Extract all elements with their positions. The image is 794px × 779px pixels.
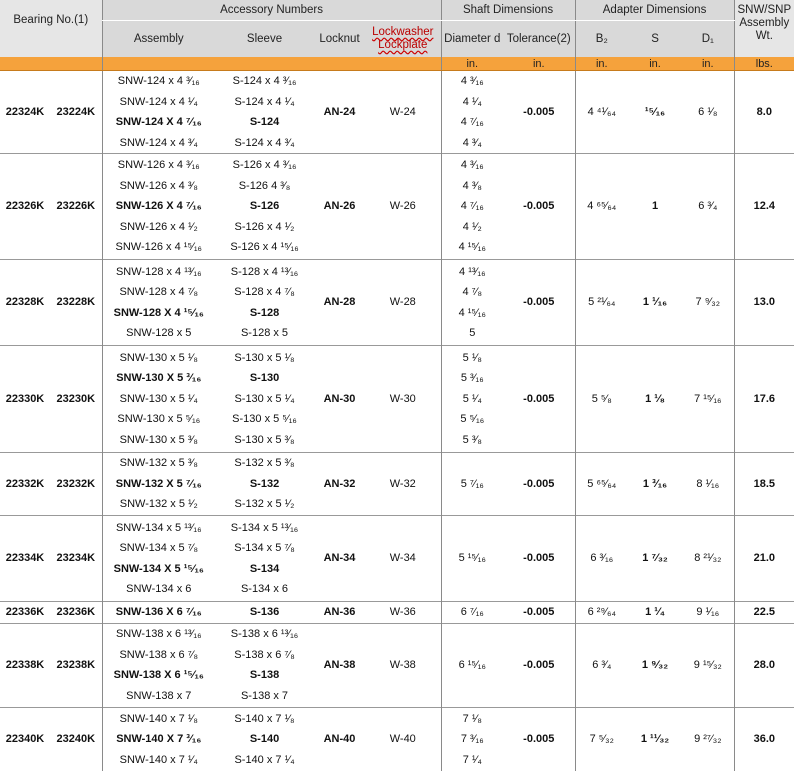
shaft-diameter: 4 ¹⁵⁄₁₆	[458, 306, 486, 319]
tolerance-cell: -0.005	[503, 260, 575, 346]
shaft-diameter: 7 ¹⁄₄	[462, 753, 482, 766]
assembly-number: SNW-130 x 5 ¹⁄₄	[119, 392, 198, 405]
assembly-number: SNW-140 x 7 ¹⁄₈	[119, 712, 198, 725]
shaft-diameter: 6 ⁷⁄₁₆	[460, 606, 484, 618]
s-cell: 1 ¹⁄₁₆	[628, 260, 682, 346]
lockwasher-cell: W-26	[365, 154, 441, 260]
diameter-cell	[441, 260, 503, 346]
locknut-cell: AN-26	[314, 154, 365, 260]
weight-cell: 28.0	[734, 623, 794, 707]
sleeve-number: S-138	[249, 669, 280, 681]
sleeve-number: S-132 x 5 ¹⁄₂	[234, 498, 295, 511]
assembly-number: SNW-130 x 5 ¹⁄₈	[119, 351, 198, 364]
sleeve-number: S-128	[249, 306, 280, 319]
sleeve-number: S-128 x 4 ⁷⁄₈	[234, 286, 295, 298]
sleeve-cell	[215, 707, 314, 771]
assembly-number: SNW-126 x 4 ³⁄₈	[119, 179, 198, 192]
locknut-cell: AN-30	[314, 346, 365, 453]
assembly-number: SNW-126 x 4 ³⁄₁₆	[117, 159, 200, 172]
lockwasher-cell: W-34	[365, 516, 441, 602]
unit-wt: lbs.	[734, 57, 794, 71]
sleeve-number: S-124 x 4 ³⁄₁₆	[232, 75, 297, 87]
s-cell: 1 ¹¹⁄₃₂	[628, 707, 682, 771]
locknut-cell: AN-38	[314, 623, 365, 707]
sleeve-number: S-140 x 7 ¹⁄₈	[234, 712, 295, 725]
bearing-no-22: 22330K	[0, 346, 50, 453]
locknut-cell: AN-24	[323, 105, 356, 118]
table-header	[0, 0, 794, 71]
assembly-cell	[102, 602, 215, 624]
bearing-no-22: 22338K	[0, 623, 50, 707]
units-row	[0, 57, 794, 71]
shaft-diameter: 7 ³⁄₁₆	[460, 733, 484, 745]
weight-cell: 21.0	[734, 516, 794, 602]
lockwasher-cell: W-38	[365, 623, 441, 707]
sleeve-number: S-128 x 5	[240, 327, 289, 339]
tolerance-cell: -0.005	[503, 154, 575, 260]
assembly-wt-label: SNW/SNP Assembly Wt.	[737, 4, 792, 42]
diameter-cell	[441, 453, 503, 516]
d1-cell: 9 ¹⁄₁₆	[682, 602, 734, 624]
sleeve-number: S-126 x 4 ³⁄₁₆	[232, 159, 297, 172]
assembly-number: SNW-130 x 5 ⁵⁄₁₆	[117, 413, 201, 426]
assembly-number: SNW-124 x 4 ³⁄₁₆	[117, 75, 200, 87]
b2-cell: 6 ²⁹⁄₆₄	[575, 602, 628, 624]
col-s: S	[628, 21, 682, 58]
table-row	[0, 346, 794, 453]
locknut-cell: AN-28	[314, 260, 365, 346]
table-row	[0, 260, 794, 346]
bearing-no-22: 22324K	[5, 105, 45, 118]
bearing-no-header	[0, 0, 102, 57]
assembly-number: SNW-132 X 5 ⁷⁄₁₆	[115, 477, 202, 490]
col-d1: D₁	[682, 21, 734, 58]
weight-cell: 36.0	[734, 707, 794, 771]
shaft-dimensions-header: Shaft Dimensions	[441, 0, 575, 21]
shaft-diameter: 4 ⁷⁄₈	[462, 286, 483, 298]
bearing-no-22: 22334K	[0, 516, 50, 602]
assembly-number: SNW-128 x 4 ¹³⁄₁₆	[115, 265, 202, 278]
sleeve-number: S-124 x 4 ¹⁄₄	[234, 95, 295, 108]
weight-cell: 12.4	[734, 154, 794, 260]
assembly-number: SNW-138 X 6 ¹⁵⁄₁₆	[113, 669, 204, 681]
d1-cell: 6 ¹⁄₈	[698, 105, 718, 118]
sleeve-number: S-126 x 4 ¹⁵⁄₁₆	[230, 241, 299, 254]
lockwasher-cell: W-36	[365, 602, 441, 624]
assembly-number: SNW-138 x 6 ¹³⁄₁₆	[115, 628, 202, 640]
sleeve-number: S-124 x 4 ³⁄₄	[234, 136, 295, 149]
sleeve-cell	[215, 260, 314, 346]
lockwasher-cell: W-40	[365, 707, 441, 771]
assembly-cell	[102, 623, 215, 707]
assembly-number: SNW-126 x 4 ¹⁄₂	[119, 220, 198, 233]
sleeve-cell	[215, 71, 314, 154]
sleeve-number: S-134	[249, 562, 280, 575]
assembly-number: SNW-132 x 5 ¹⁄₂	[119, 498, 198, 511]
lockwasher-cell: W-28	[365, 260, 441, 346]
assembly-number: SNW-124 x 4 ³⁄₄	[119, 136, 198, 149]
sleeve-number: S-130 x 5 ¹⁄₈	[234, 351, 295, 364]
assembly-cell	[102, 260, 215, 346]
bearing-no-23: 23228K	[50, 260, 102, 346]
assembly-cell	[102, 71, 215, 154]
bearing-no-23: 23234K	[50, 516, 102, 602]
weight-cell: 8.0	[734, 71, 794, 154]
shaft-diameter: 5	[469, 327, 476, 339]
tolerance-cell: -0.005	[523, 105, 555, 118]
table-row	[0, 453, 794, 516]
assembly-number: SNW-140 x 7 ¹⁄₄	[119, 753, 198, 766]
col-assembly: Assembly	[102, 21, 215, 58]
sleeve-cell	[215, 602, 314, 624]
lockwasher-cell: W-32	[365, 453, 441, 516]
sleeve-number: S-138 x 7	[240, 689, 289, 702]
shaft-diameter: 4 ³⁄₄	[462, 136, 482, 149]
shaft-diameter: 5 ⁵⁄₁₆	[460, 413, 485, 426]
table-body	[0, 71, 794, 772]
sleeve-cell	[215, 623, 314, 707]
sleeve-number: S-138 x 6 ¹³⁄₁₆	[230, 628, 299, 640]
diameter-cell	[441, 623, 503, 707]
bearing-no-22: 22326K	[0, 154, 50, 260]
assembly-number: SNW-128 x 5	[126, 327, 192, 339]
shaft-diameter: 4 ⁷⁄₁₆	[460, 200, 484, 213]
assembly-number: SNW-132 x 5 ³⁄₈	[119, 457, 198, 470]
tolerance-cell: -0.005	[503, 346, 575, 453]
d1-cell: 7 ⁹⁄₃₂	[682, 260, 734, 346]
col-tolerance: Tolerance(2)	[503, 21, 575, 58]
table-row	[0, 602, 794, 624]
sleeve-number: S-130 x 5 ⁵⁄₁₆	[232, 413, 297, 426]
unit-d1: in.	[682, 57, 734, 71]
sleeve-number: S-140	[249, 733, 280, 745]
diameter-cell	[441, 346, 503, 453]
assembly-wt-header	[734, 0, 794, 57]
b2-cell: 5 ⁶⁵⁄₆₄	[575, 453, 628, 516]
assembly-cell	[102, 516, 215, 602]
sleeve-cell	[215, 154, 314, 260]
diameter-cell	[441, 71, 503, 154]
col-lockwasher	[365, 21, 441, 58]
sleeve-number: S-128 x 4 ¹³⁄₁₆	[230, 265, 299, 278]
bearing-no-label: Bearing No.(1)	[13, 14, 89, 26]
sleeve-number: S-130	[249, 372, 280, 385]
weight-cell: 18.5	[734, 453, 794, 516]
accessory-numbers-header: Accessory Numbers	[102, 0, 441, 21]
s-cell: 1 ¹⁄₈	[628, 346, 682, 453]
shaft-diameter: 7 ¹⁄₈	[462, 712, 482, 725]
bearing-no-22: 22332K	[0, 453, 50, 516]
b2-cell: 6 ³⁄₄	[575, 623, 628, 707]
assembly-number: SNW-134 x 5 ¹³⁄₁₆	[115, 521, 202, 534]
shaft-diameter: 5 ³⁄₈	[462, 433, 482, 446]
sleeve-number: S-126 4 ³⁄₈	[238, 179, 291, 192]
bearing-no-23: 23240K	[50, 707, 102, 771]
tolerance-cell: -0.005	[503, 516, 575, 602]
weight-cell: 22.5	[734, 602, 794, 624]
shaft-diameter: 4 ¹³⁄₁₆	[459, 265, 486, 278]
shaft-diameter: 4 ¹⁄₂	[462, 220, 482, 233]
bearing-no-22: 22340K	[0, 707, 50, 771]
unit-tolerance: in.	[503, 57, 575, 71]
diameter-cell	[441, 516, 503, 602]
s-cell: 1 ⁷⁄₃₂	[628, 516, 682, 602]
col-lockwasher-label: Lockwasher Lockplate	[372, 26, 434, 51]
col-locknut: Locknut	[314, 21, 365, 58]
locknut-cell: AN-40	[314, 707, 365, 771]
table-row	[0, 623, 794, 707]
adapter-dimensions-header: Adapter Dimensions	[575, 0, 734, 21]
lockwasher-cell: W-30	[365, 346, 441, 453]
bearing-no-23: 23238K	[50, 623, 102, 707]
unit-s: in.	[628, 57, 682, 71]
weight-cell: 17.6	[734, 346, 794, 453]
shaft-diameter: 6 ¹⁵⁄₁₆	[458, 658, 486, 671]
sleeve-cell	[215, 516, 314, 602]
assembly-number: SNW-126 x 4 ¹⁵⁄₁₆	[115, 241, 202, 254]
sleeve-number: S-124	[249, 116, 280, 128]
unit-b2: in.	[575, 57, 628, 71]
shaft-diameter: 5 ⁷⁄₁₆	[460, 477, 484, 490]
shaft-diameter: 4 ⁷⁄₁₆	[460, 116, 484, 128]
b2-cell: 5 ²¹⁄₆₄	[575, 260, 628, 346]
sleeve-number: S-140 x 7 ¹⁄₄	[234, 753, 295, 766]
assembly-cell	[102, 453, 215, 516]
sleeve-number: S-134 x 5 ⁷⁄₈	[234, 542, 295, 554]
sleeve-number: S-132	[249, 477, 280, 490]
tolerance-cell: -0.005	[503, 707, 575, 771]
table-row	[0, 707, 794, 771]
s-cell: ¹⁵⁄₁₆	[644, 105, 666, 118]
s-cell: 1 ¹⁄₄	[628, 602, 682, 624]
b2-cell: 6 ³⁄₁₆	[575, 516, 628, 602]
sleeve-number: S-130 x 5 ³⁄₈	[234, 433, 295, 446]
sleeve-number: S-132 x 5 ³⁄₈	[234, 457, 295, 470]
bearing-no-22: 22328K	[0, 260, 50, 346]
col-b2: B₂	[575, 21, 628, 58]
d1-cell: 9 ¹⁵⁄₃₂	[682, 623, 734, 707]
shaft-diameter: 4 ³⁄₁₆	[460, 75, 484, 87]
assembly-number: SNW-138 x 7	[126, 689, 192, 702]
locknut-cell: AN-34	[314, 516, 365, 602]
diameter-cell	[441, 707, 503, 771]
b2-cell: 7 ⁵⁄₃₂	[575, 707, 628, 771]
shaft-diameter: 5 ¹⁄₈	[462, 351, 482, 364]
sleeve-cell	[215, 453, 314, 516]
assembly-number: SNW-124 X 4 ⁷⁄₁₆	[115, 116, 202, 128]
assembly-number: SNW-130 X 5 ³⁄₁₆	[116, 372, 202, 385]
b2-cell: 4 ⁶⁵⁄₆₄	[575, 154, 628, 260]
assembly-cell	[102, 707, 215, 771]
tolerance-cell: -0.005	[503, 623, 575, 707]
col-diameter: Diameter d	[441, 21, 503, 58]
assembly-cell	[102, 154, 215, 260]
tolerance-cell: -0.005	[503, 602, 575, 624]
assembly-number: SNW-134 X 5 ¹⁵⁄₁₆	[113, 562, 204, 575]
table-row	[0, 154, 794, 260]
d1-cell: 8 ²¹⁄₃₂	[682, 516, 734, 602]
locknut-cell: AN-36	[314, 602, 365, 624]
shaft-diameter: 5 ³⁄₁₆	[460, 372, 484, 385]
bearing-no-23: 23230K	[50, 346, 102, 453]
assembly-number: SNW-128 X 4 ¹⁵⁄₁₆	[113, 306, 204, 319]
shaft-diameter: 5 ¹⁵⁄₁₆	[458, 552, 486, 565]
s-cell: 1 ⁹⁄₃₂	[628, 623, 682, 707]
bearing-no-23: 23224K	[56, 105, 96, 118]
assembly-number: SNW-128 x 4 ⁷⁄₈	[119, 286, 199, 298]
d1-cell: 9 ²⁷⁄₃₂	[682, 707, 734, 771]
table-row	[0, 516, 794, 602]
b2-cell: 4 ⁴¹⁄₆₄	[575, 71, 628, 154]
shaft-diameter: 4 ³⁄₁₆	[460, 159, 484, 172]
diameter-cell	[441, 602, 503, 624]
bearing-no-23: 23232K	[50, 453, 102, 516]
bearing-no-23: 23226K	[50, 154, 102, 260]
locknut-cell: AN-32	[314, 453, 365, 516]
table-row	[0, 71, 794, 154]
assembly-number: SNW-136 X 6 ⁷⁄₁₆	[115, 606, 202, 618]
b2-cell: 5 ⁵⁄₈	[575, 346, 628, 453]
bearing-no-22: 22336K	[0, 602, 50, 624]
s-cell: 1	[628, 154, 682, 260]
shaft-diameter: 4 ³⁄₈	[462, 179, 482, 192]
assembly-number: SNW-140 X 7 ³⁄₁₆	[116, 733, 202, 745]
assembly-number: SNW-130 x 5 ³⁄₈	[119, 433, 198, 446]
assembly-number: SNW-138 x 6 ⁷⁄₈	[119, 648, 199, 661]
sleeve-number: S-136	[249, 606, 280, 618]
s-cell: 1 ³⁄₁₆	[628, 453, 682, 516]
sleeve-number: S-130 x 5 ¹⁄₄	[234, 392, 295, 405]
assembly-number: SNW-126 X 4 ⁷⁄₁₆	[115, 200, 202, 213]
diameter-cell	[441, 154, 503, 260]
assembly-number: SNW-124 x 4 ¹⁄₄	[119, 95, 198, 108]
col-sleeve: Sleeve	[215, 21, 314, 58]
unit-diameter: in.	[441, 57, 503, 71]
assembly-number: SNW-134 x 5 ⁷⁄₈	[119, 542, 199, 554]
assembly-number: SNW-134 x 6	[126, 583, 192, 595]
shaft-diameter: 5 ¹⁄₄	[462, 392, 482, 405]
d1-cell: 6 ³⁄₄	[682, 154, 734, 260]
sleeve-number: S-134 x 6	[240, 583, 289, 595]
shaft-diameter: 4 ¹⁄₄	[462, 95, 482, 108]
tolerance-cell: -0.005	[503, 453, 575, 516]
sleeve-number: S-138 x 6 ⁷⁄₈	[234, 648, 295, 661]
sleeve-number: S-126	[249, 200, 280, 213]
sleeve-cell	[215, 346, 314, 453]
d1-cell: 8 ¹⁄₁₆	[682, 453, 734, 516]
shaft-diameter: 4 ¹⁵⁄₁₆	[458, 241, 486, 254]
bearing-no-23: 23236K	[50, 602, 102, 624]
d1-cell: 7 ¹⁵⁄₁₆	[682, 346, 734, 453]
weight-cell: 13.0	[734, 260, 794, 346]
lockwasher-cell: W-24	[389, 105, 416, 118]
sleeve-number: S-134 x 5 ¹³⁄₁₆	[230, 521, 299, 534]
assembly-cell	[102, 346, 215, 453]
sleeve-number: S-126 x 4 ¹⁄₂	[234, 220, 295, 233]
